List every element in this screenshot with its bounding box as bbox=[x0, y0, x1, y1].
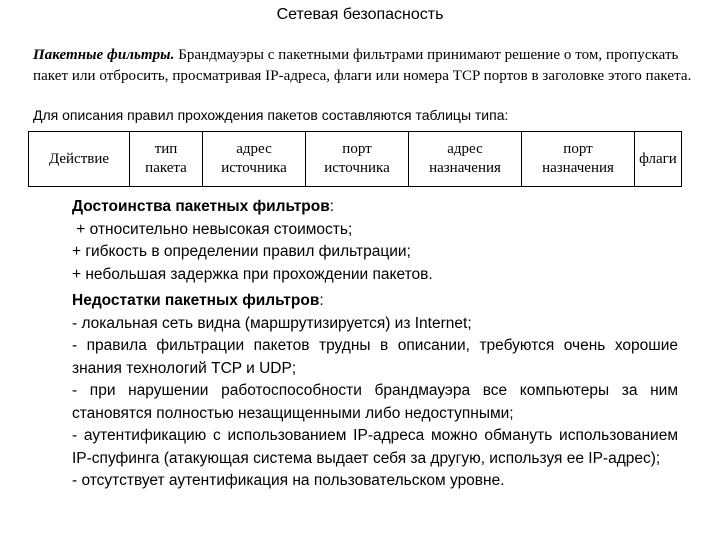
intro-paragraph bbox=[33, 45, 693, 87]
advantages-heading-line bbox=[72, 196, 678, 219]
table-caption: Для описания правил прохождения пакетов составляются таблицы типа: bbox=[33, 107, 509, 123]
disadvantage-item: - локальная сеть видна (маршрутизируется) из Internet; bbox=[72, 314, 472, 332]
disadvantage-item: - аутентификацию с использованием IP-адреса можно обмануть использованием IP-спуфинга (атакующая система выдает себя за другую, используя ее IP-адрес); bbox=[72, 427, 678, 467]
advantage-item: + гибкость в определении правил фильтрации; bbox=[72, 243, 411, 260]
disadvantages-heading-line bbox=[72, 290, 678, 313]
slide-title: Сетевая безопасность bbox=[276, 6, 444, 23]
advantage-item: + относительно невысокая стоимость; bbox=[72, 220, 353, 238]
disadvantage-item: - при нарушении работоспособности брандмауэра все компьютеры за ним становятся полностью незащищенными либо недоступными; bbox=[72, 382, 678, 422]
col-flags: флаги bbox=[635, 132, 682, 187]
col-action: Действие bbox=[29, 132, 130, 187]
rule-table bbox=[28, 131, 682, 187]
advantages-colon: : bbox=[329, 198, 335, 215]
packet-filters-term: Пакетные фильтры. bbox=[33, 47, 175, 63]
advantage-item: + небольшая задержка при прохождении пакетов. bbox=[72, 265, 433, 283]
advantages-section bbox=[72, 196, 678, 286]
advantages-heading: Достоинства пакетных фильтров bbox=[72, 198, 330, 215]
intro-text: Брандмауэры с пакетными фильтрами принимают решение о том, пропускать пакет или отбросить, просматривая IP-адреса, флаги или номера TCP портов в заголовке этого пакета. bbox=[33, 47, 692, 84]
col-packet-type: тип пакета bbox=[130, 132, 203, 187]
disadvantage-item: - правила фильтрации пакетов трудны в описании, требуются очень хорошие знания технологий TCP и UDP; bbox=[72, 337, 678, 377]
col-destination-address: адрес назначения bbox=[409, 132, 522, 187]
col-source-port: порт источника bbox=[306, 132, 409, 187]
disadvantages-heading: Недостатки пакетных фильтров bbox=[72, 292, 320, 309]
disadvantages-colon: : bbox=[319, 292, 324, 309]
col-destination-port: порт назначения bbox=[522, 132, 635, 187]
disadvantage-item: - отсутствует аутентификация на пользовательском уровне. bbox=[72, 472, 505, 489]
disadvantages-section bbox=[72, 290, 678, 493]
rule-table-header-row bbox=[29, 132, 682, 187]
col-source-address: адрес источника bbox=[203, 132, 306, 187]
